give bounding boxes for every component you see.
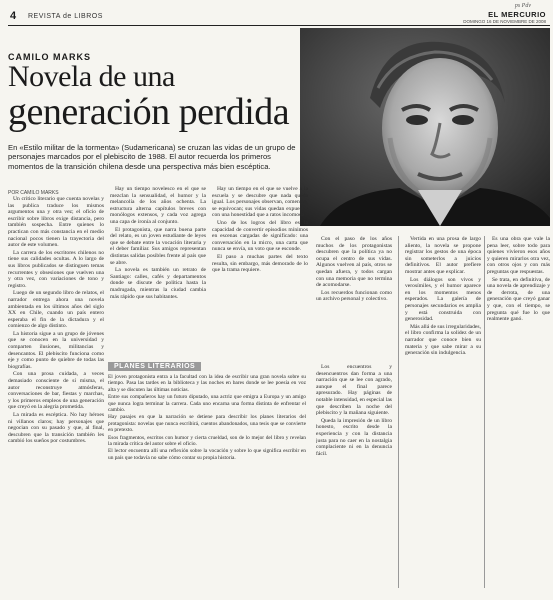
paragraph: Hay un tiempo en el que se vuelve a la escuela y se descubre que nada queda igual. Los personajes observan, comentan, se equivocan; sus vidas quedan expuestas con una honestidad que a ratos incomoda. xyxy=(212,186,308,219)
paragraph: Hay pasajes en que la narración se detiene para describir los planes literarios del protagonista: novelas que nunca escribirá, cuentos abandonados, una tesis que se convierte en pretexto. xyxy=(108,414,306,434)
publication-date: DOMINGO 16 DE NOVIEMBRE DE 2008 xyxy=(463,19,546,24)
paragraph: Vertida en una prosa de largo aliento, la novela se propone registrar los gestos de una época sin someterlos a juicios definitivos. El autor prefiere mostrar antes que explicar. xyxy=(405,236,481,275)
section-name: REVISTA de LIBROS xyxy=(28,13,103,20)
paragraph: Se trata, en definitiva, de una novela de aprendizaje y de derrota, de una generación que creyó ganar y que, con el tiempo, se pregunta qué fue lo que realmente ganó. xyxy=(487,276,550,323)
sidebar-box xyxy=(108,362,306,588)
column-divider xyxy=(484,236,485,588)
paragraph: El joven protagonista entra a la facultad con la idea de escribir una gran novela sobre su tiempo. Pasa las tardes en la biblioteca y las noches en bares donde se lee poesía en voz alta y se discuten las últimas noticias. xyxy=(108,374,306,393)
paragraph: Los diálogos son vivos y verosímiles, y el humor aparece en los momentos menos esperados. La galería de personajes secundarios es amplia y está construida con generosidad. xyxy=(405,276,481,323)
article-deck: En «Estilo militar de la tormenta» (Sudamericana) se cruzan las vidas de un grupo de personajes marcados por el plebiscito de 1988. El autor recuerda los primeros momentos de la transición chilena desde una perspectiva más bien escéptica. xyxy=(8,143,296,171)
paragraph: Los recuerdos funcionan como un archivo personal y colectivo. xyxy=(316,289,392,303)
paragraph: Esos fragmentos, escritos con humor y cierta crueldad, son de lo mejor del libro y revelan la mirada crítica del autor sobre el oficio. xyxy=(108,434,306,448)
paragraph: La historia sigue a un grupo de jóvenes que se conocen en la universidad y comparten ilusiones, militancias y desencantos. El plebiscito funciona como eje y como punto de quiebre de todas las biografías. xyxy=(8,330,104,370)
article-column-4 xyxy=(316,236,392,358)
publication-name: EL MERCURIO xyxy=(488,10,546,19)
paragraph: El protagonista, que narra buena parte del relato, es un joven estudiante de leyes que se debate entre la vocación literaria y el deber familiar. Sus amigos representan distintas salidas posibles frente al país que se abre. xyxy=(110,226,206,266)
headline-line-2: generación perdida xyxy=(8,91,290,133)
paragraph: El paso a muchas partes del texto resulta, sin embargo, más demorado de lo que la trama requiere. xyxy=(212,253,308,274)
paragraph: La mirada es escéptica. No hay héroes ni villanos claros; hay personajes que negocian con su pasado y que, al final, descubren que la transición también les cambió los sueños por costumbres. xyxy=(8,412,104,445)
page-header xyxy=(8,9,550,26)
paragraph: Hay un tiempo novelesco en el que se mezclan la sensualidad, el humor y la melancolía de los años ochenta. La estructura alterna capítulos breves con monólogos extensos, y cada voz agrega una capa de ironía al conjunto. xyxy=(110,186,206,225)
column-divider xyxy=(398,236,399,588)
paragraph: Más allá de sus irregularidades, el libro confirma la solidez de un narrador que conoce bien su materia y que sabe mirar a su generación sin indulgencia. xyxy=(405,323,481,357)
article-column-3 xyxy=(212,186,308,358)
article-column-2 xyxy=(110,186,206,358)
paragraph: Con el paso de los años muchos de los protagonistas descubren que la política ya no ocupa el centro de sus vidas. Algunos vuelven al país, otros se quedan afuera, y todos cargan con una memoria que no termina de acomodarse. xyxy=(316,236,392,289)
publication-block xyxy=(463,10,546,24)
article-column-4-lower xyxy=(316,364,392,588)
paragraph: Es una obra que vale la pena leer, sobre todo para quienes vivieron esos años y quieren mirarlos otra vez, con otros ojos y con más preguntas que respuestas. xyxy=(487,236,550,275)
box-text xyxy=(108,374,306,588)
paragraph: Con una prosa cuidada, a veces demasiado consciente de sí misma, el autor reconstruye atmósferas, conversaciones de bar, fiestas y marchas, y los primeros empleos de una generación que creyó en la alegría prometida. xyxy=(8,371,104,411)
article-byline: POR CAMILO MARKS xyxy=(8,190,59,196)
paragraph: La carrera de los escritores chilenos no tiene sus calidades ocultas. A lo largo de sus libros publicados se distinguen temas recurrentes y obsesiones que vuelven una y otra vez, con variaciones de tono y registro. xyxy=(8,249,104,289)
author-portrait-image xyxy=(300,28,550,226)
box-title: PLANES LITERARIOS xyxy=(108,362,201,371)
paragraph: Los encuentros y desencuentros dan forma a una narración que se lee con agrado, aunque el final parece apresurado. Hay páginas de notable intensidad, en especial las que describen la noche del plebiscito y la mañana siguiente. xyxy=(316,364,392,417)
article-column-5 xyxy=(405,236,481,586)
paragraph: Uno de los logros del libro es la capacidad de convertir episodios mínimos en escenas cargadas de significado: una conversación en la micro, una carta que nunca se envía, un voto que se esconde. xyxy=(212,219,308,253)
paragraph: Un crítico literario que cuenta novelas y las publica traduce los mismos argumentos una y otra vez; el oficio de escribir sobre libros exige distancia, pero también sospecha. Entre quienes lo practican con más constancia en el medio nacional pocos tienen la trayectoria del autor de este volumen. xyxy=(8,196,104,249)
paragraph: Queda la impresión de un libro honesto, escrito desde la experiencia y con la distancia justa para no caer en la nostalgia complaciente ni en la denuncia fácil. xyxy=(316,417,392,457)
headline-line-1: Novela de una xyxy=(8,60,175,93)
page-number: 4 xyxy=(10,10,17,22)
article-column-1 xyxy=(8,196,104,594)
paragraph: La novela es también un retrato de Santiago: calles, cafés y departamentos donde se discute de política hasta la madrugada, mientras la ciudad cambia más rápido que sus habitantes. xyxy=(110,267,206,300)
top-mark: ps Pdv xyxy=(514,3,531,9)
author-photo xyxy=(300,28,550,226)
article-column-6 xyxy=(487,236,550,586)
paragraph: Luego de un segundo libro de relatos, el narrador entrega ahora una novela ambientada en los últimos años del siglo XX en Chile, cuando un país entero esperaba el fin de la dictadura y el comienzo de algo distinto. xyxy=(8,290,104,330)
paragraph: Entre sus compañeros hay un futuro diputado, una actriz que emigra a Europa y un amigo que nunca logra terminar la carrera. Cada uno encarna una forma distinta de enfrentar el cambio. xyxy=(108,394,306,414)
article-author: CAMILO MARKS xyxy=(8,52,91,62)
paragraph: El lector encuentra allí una reflexión sobre la vocación y sobre lo que significa escribir en un país que todavía no sabe cómo contar su propia historia. xyxy=(108,448,306,461)
